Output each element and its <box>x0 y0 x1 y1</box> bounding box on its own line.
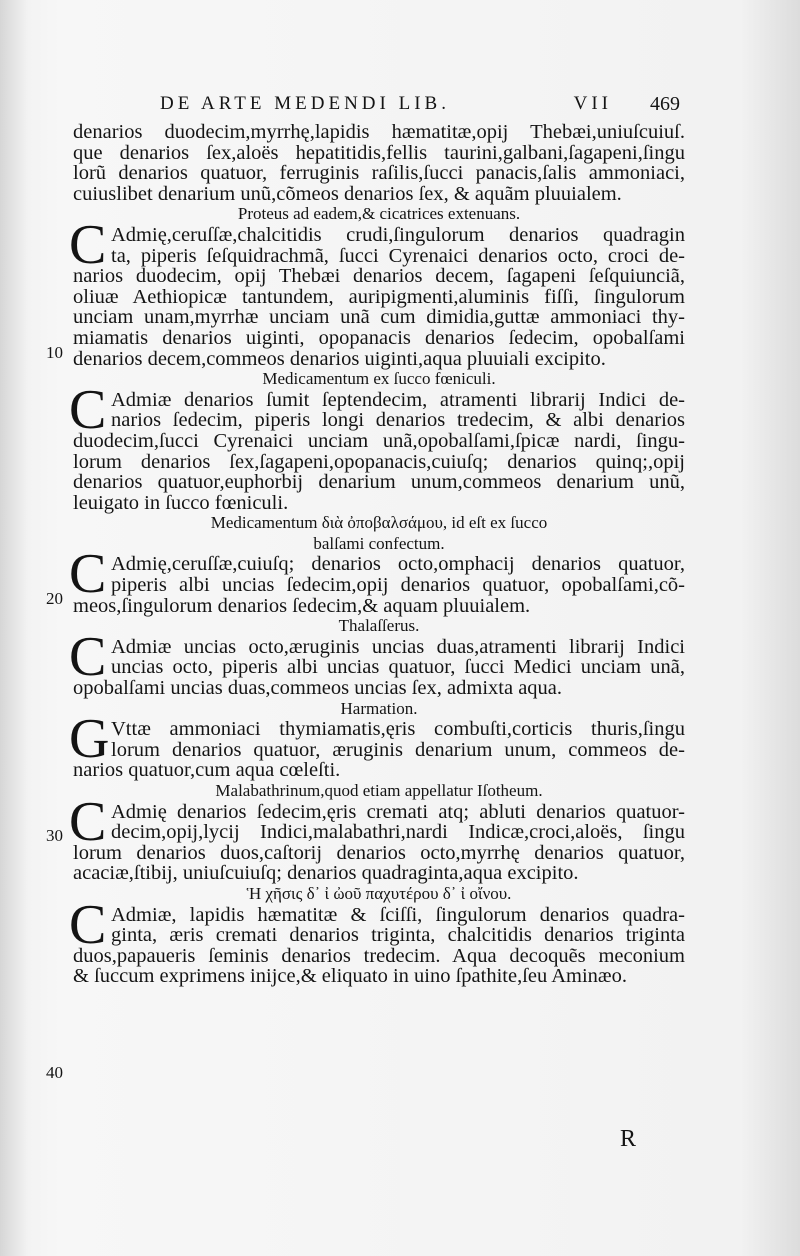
text-line: & ſuccum exprimens inijce,& eliquato in uino ſpathite,ſeu Aminæo. <box>73 965 627 988</box>
drop-cap: C <box>69 790 107 853</box>
text-line: narios ſedecim, piperis longi denarios tredecim, & albi denarios <box>111 409 685 432</box>
line-number: 20 <box>46 589 63 608</box>
text-line: Admiæ uncias octo,æruginis uncias duas,atramenti librarij Indici <box>111 635 685 658</box>
text-line: lorũ denarios quatuor, ferruginis raſilis,ſucci panacis,ſalis ammoniaci, <box>73 162 685 185</box>
section-heading: Proteus ad eadem,& cicatrices extenuans. <box>237 204 521 224</box>
text-line: miamatis denarios uiginti, opopanacis denarios ſedecim, opobalſami <box>73 326 685 349</box>
catchword: R <box>620 1126 637 1152</box>
drop-cap: C <box>69 378 107 441</box>
section-heading: Ἡ χῆσις δ᾽ ἰ ὠοῦ παχυτέρου δ᾽ ἰ οἴνου. <box>246 883 512 903</box>
section-heading: Medicamentum διὰ ὀποβαλσάμου, id eſt ex ſucco <box>210 513 548 533</box>
section-heading: Malabathrinum,quod etiam appellatur Iſotheum. <box>215 781 543 800</box>
text-line: decim,opij,lycij Indici,malabathri,nardi Indicæ,croci,aloës, ſingu <box>111 821 685 844</box>
line-number: 10 <box>46 343 63 362</box>
text-line: acaciæ,ſtibij, uniuſcuiuſq; denarios quadraginta,aqua excipito. <box>73 862 579 885</box>
running-title: DE ARTE MEDENDI LIB. <box>160 93 450 114</box>
text-line: opobalſami uncias duas,commeos uncias ſex, admixta aqua. <box>73 677 563 700</box>
text-line: piperis albi uncias ſedecim,opij denarios quatuor, opobalſami,cõ- <box>111 574 685 597</box>
body-text <box>69 121 685 988</box>
section-heading: Harmation. <box>340 698 418 718</box>
drop-cap: C <box>69 213 107 276</box>
text-line: Admię,ceruſſæ,chalcitidis crudi,ſingulorum denarios quadragin <box>111 223 685 246</box>
text-line: duodecim,ſucci Cyrenaici unciam unã,opobalſami,ſpicæ nardi, ſingu- <box>73 429 685 452</box>
text-line: oliuæ Aethiopicæ tantundem, auripigmenti,aluminis fiſſi, ſingulorum <box>73 285 685 308</box>
text-line: denarios duodecim,myrrhę,lapidis hæmatitæ,opij Thebæi,uniuſcuiuſ. <box>73 121 685 143</box>
drop-cap: G <box>69 708 110 771</box>
text-line: meos,ſingulorum denarios ſedecim,& aquam pluuialem. <box>73 594 531 617</box>
text-line: ta, piperis ſeſquidrachmã, ſucci Cyrenaici denarios octo, croci de- <box>111 244 685 267</box>
text-line: lorum denarios duos,caſtorij denarios octo,myrrhę denarios quatuor, <box>73 841 685 864</box>
text-line: duos,papaueris ſeminis denarios tredecim. Aqua decoquẽs meconium <box>73 944 685 967</box>
text-line: uncias octo, piperis albi uncias quatuor, ſucci Medici unciam unã, <box>111 656 685 679</box>
line-number: 30 <box>46 826 63 845</box>
text-line: Admię,ceruſſæ,cuiuſq; denarios octo,omphacij denarios quatuor, <box>111 553 685 576</box>
text-line: unciam unam,myrrhæ unciam unã cum dimidia,guttæ ammoniaci thy- <box>73 306 685 329</box>
text-line: lorum denarios quatuor, æruginis denarium unum, commeos de- <box>111 738 685 761</box>
running-header <box>160 93 680 116</box>
text-line: ginta, æris cremati denarios triginta, chalcitidis denarios triginta <box>111 924 685 947</box>
section-heading: balſami confectum. <box>313 533 445 553</box>
section-heading: Medicamentum ex ſucco fœniculi. <box>262 369 496 389</box>
drop-cap: C <box>69 893 107 956</box>
text-line: narios quatuor,cum aqua cœleſti. <box>73 759 341 782</box>
text-line: Vttæ ammoniaci thymiamatis,ęris combuſti,corticis thuris,ſingu <box>111 718 685 741</box>
text-line: cuiuslibet denarium unũ,cõmeos denarios ſex, & aquãm pluuialem. <box>73 182 622 205</box>
line-number: 40 <box>46 1063 63 1082</box>
text-line: leuigato in ſucco fœniculi. <box>73 491 289 514</box>
text-line: lorum denarios ſex,ſagapeni,opopanacis,cuiuſq; denarios quinq;,opij <box>73 450 685 473</box>
text-line: denarios quatuor,euphorbij denarium unum,commeos denarium unũ, <box>73 471 685 494</box>
text-line: narios duodecim, opij Thebæi denarios decem, ſagapeni ſeſquiunciã, <box>73 265 685 288</box>
section-heading: Thalaſſerus. <box>338 616 420 636</box>
book-number: VII <box>573 93 612 114</box>
drop-cap: C <box>69 625 107 688</box>
drop-cap: C <box>69 543 107 606</box>
text-line: Admiæ, lapidis hæmatitæ & ſciſſi, ſingulorum denarios quadra- <box>111 903 685 926</box>
text-line: denarios decem,commeos denarios uiginti,aqua pluuiali excipito. <box>73 347 606 370</box>
text-line: que denarios ſex,aloës hepatitidis,fellis taurini,galbani,ſagapeni,ſingu <box>73 141 685 164</box>
text-line: Admię denarios ſedecim,ęris cremati atq; abluti denarios quatuor- <box>111 800 685 823</box>
folio-number: 469 <box>650 93 680 115</box>
text-line: Admiæ denarios ſumit ſeptendecim, atramenti librarij Indici de- <box>111 388 685 411</box>
